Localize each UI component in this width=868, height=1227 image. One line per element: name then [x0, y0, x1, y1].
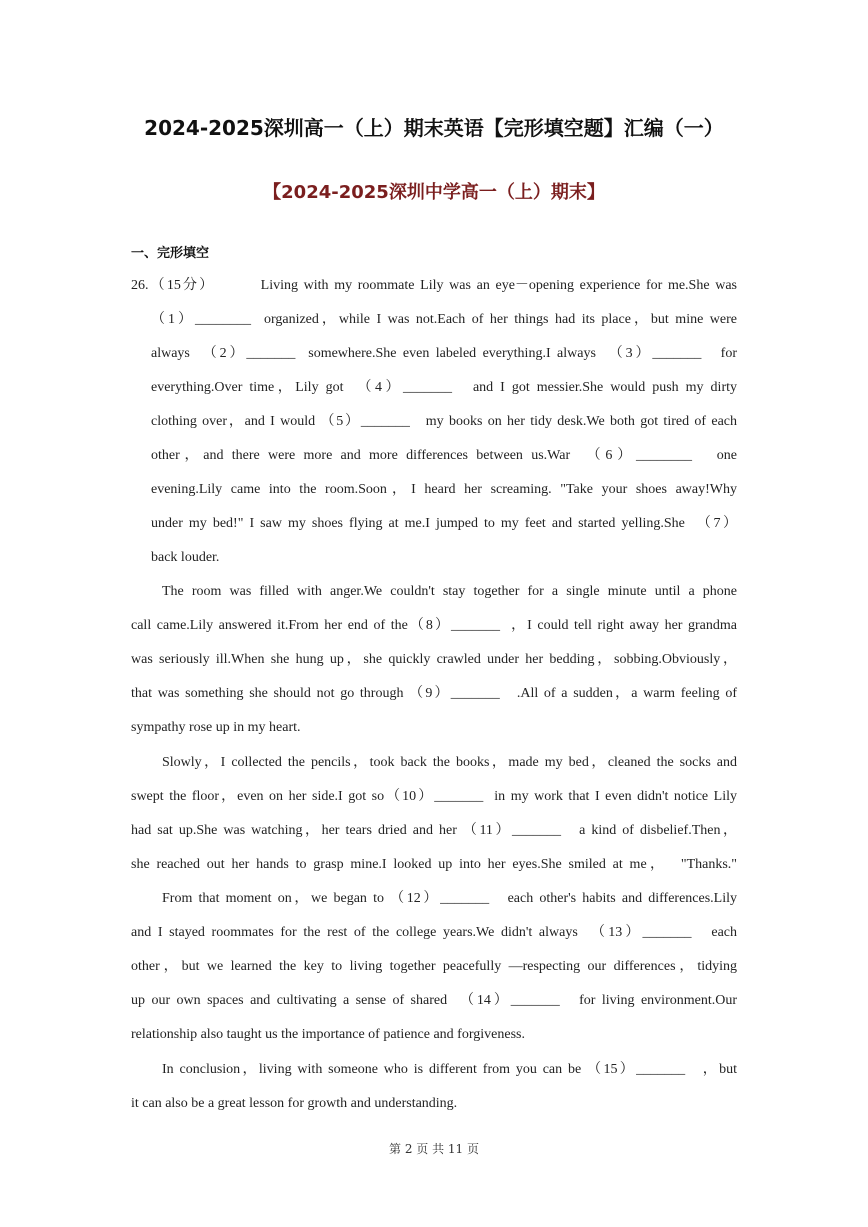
passage-line: The room was filled with anger.We couldn't stay together for a single minute until a phone — [162, 584, 737, 599]
passage-line: other，and there were more and more differences between us.War （6）________ one — [151, 448, 737, 463]
passage-line: clothing over，and I would （5）_______ my books on her tidy desk.We both got tired of each — [151, 414, 737, 429]
passage-line: other，but we learned the key to living together peacefully —respecting our differences，tidying — [131, 959, 737, 974]
passage-line: she reached out her hands to grasp mine.I looked up into her eyes.She smiled at me， "Thanks." — [131, 857, 737, 872]
passage-line: Slowly，I collected the pencils，took back the books，made my bed，cleaned the socks and — [162, 755, 737, 770]
page-number-footer: 第 2 页 共 11 页 — [389, 1142, 479, 1156]
document-title: 2024-2025深圳高一（上）期末英语【完形填空题】汇编（一） — [144, 116, 724, 140]
passage-line: call came.Lily answered it.From her end of the（8）_______ ，I could tell right away her grandma — [131, 618, 737, 633]
passage-line: 26.（15分） Living with my roommate Lily was an eye－opening experience for me.She was — [131, 278, 737, 293]
passage-line: was seriously ill.When she hung up，she quickly crawled under her bedding，sobbing.Obviously， — [131, 652, 737, 667]
passage-line: everything.Over time，Lily got （4）_______ and I got messier.She would push my dirty — [151, 380, 737, 395]
passage-line: under my bed!" I saw my shoes flying at me.I jumped to my feet and started yelling.She （7） — [151, 516, 737, 531]
section-heading: 一、完形填空 — [131, 246, 210, 261]
passage-line: that was something she should not go through （9）_______ .All of a sudden，a warm feeling of — [131, 686, 737, 701]
passage-line: it can also be a great lesson for growth and understanding. — [131, 1096, 458, 1111]
passage-line: back louder. — [151, 550, 220, 565]
passage-line: relationship also taught us the importance of patience and forgiveness. — [131, 1027, 525, 1042]
passage-line: In conclusion，living with someone who is different from you can be （15）_______ ，but — [162, 1062, 737, 1077]
passage-line: sympathy rose up in my heart. — [131, 720, 301, 735]
passage-line: （1）________ organized，while I was not.Each of her things had its place，but mine were — [151, 312, 737, 327]
exam-source-heading: 【2024-2025深圳中学高一（上）期末】 — [263, 182, 605, 203]
passage-line: up our own spaces and cultivating a sense of shared （14）_______ for living environment.Our — [131, 993, 737, 1008]
passage-line: always （2）_______ somewhere.She even labeled everything.I always （3）_______ for — [151, 346, 737, 361]
passage-line: From that moment on，we began to （12）_______ each other's habits and differences.Lily — [162, 891, 737, 906]
passage-line: swept the floor，even on her side.I got so（10）_______ in my work that I even didn't notice Lily — [131, 789, 737, 804]
passage-line: and I stayed roommates for the rest of the college years.We didn't always （13）_______ each — [131, 925, 737, 940]
passage-line: evening.Lily came into the room.Soon，I heard her screaming. "Take your shoes away!Why — [151, 482, 737, 497]
passage-line: had sat up.She was watching，her tears dried and her （11）_______ a kind of disbelief.Then， — [131, 823, 737, 838]
